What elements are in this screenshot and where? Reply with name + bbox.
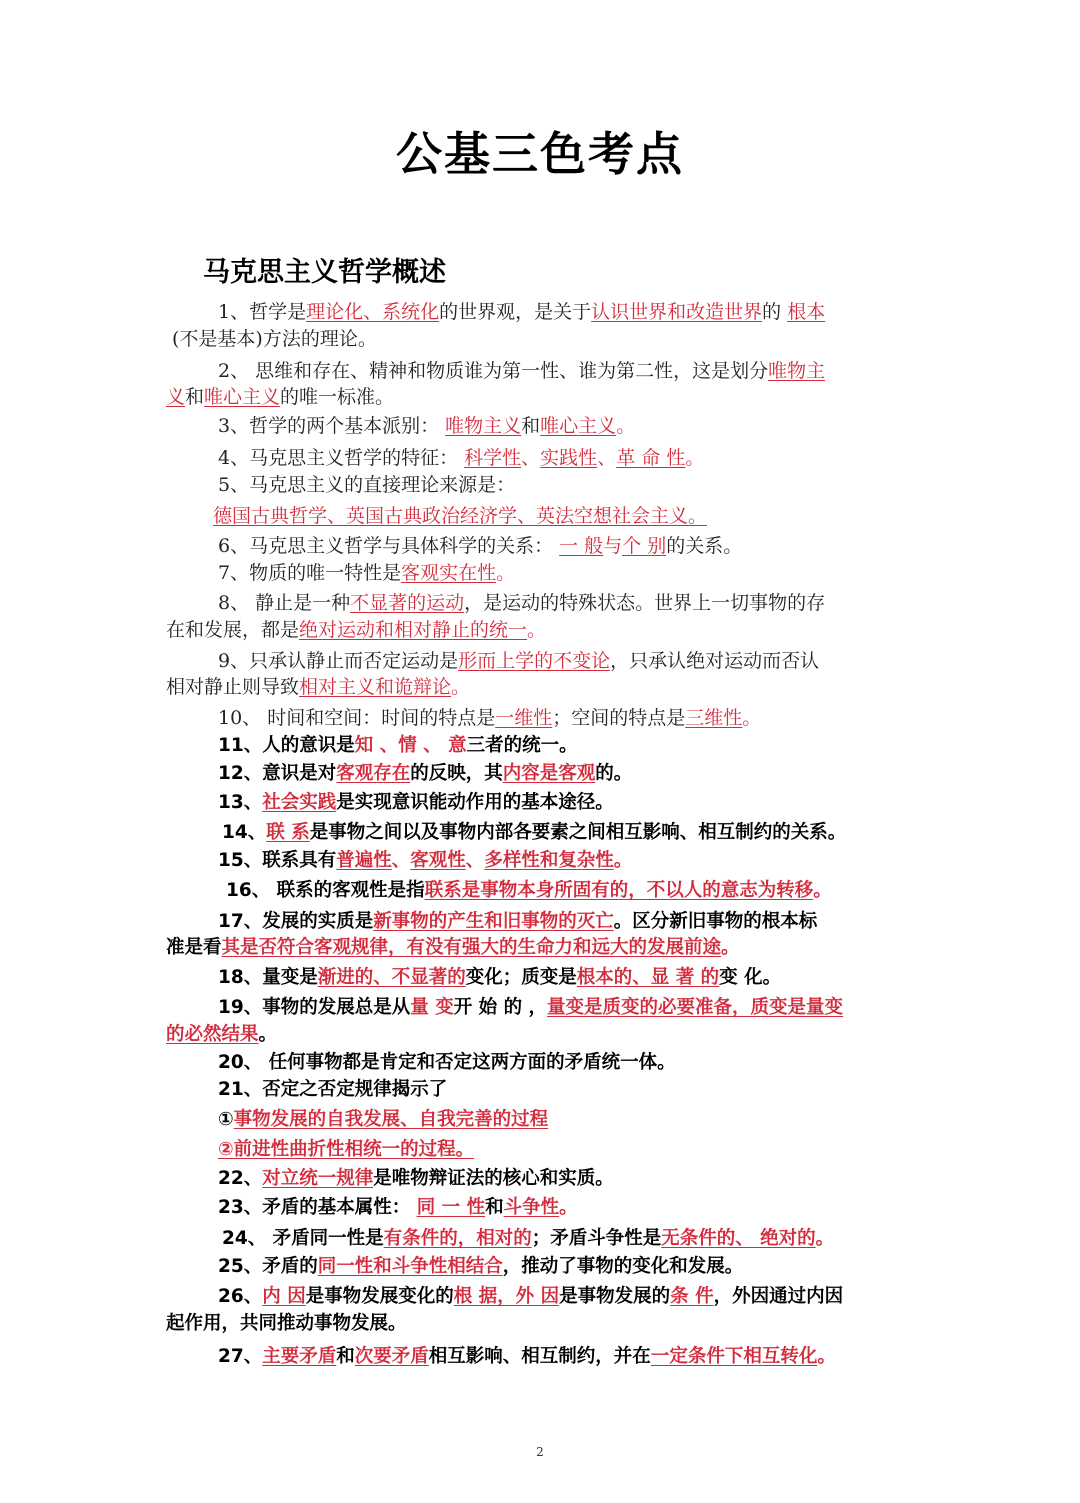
text: 6、马克思主义哲学与具体科学的关系： xyxy=(218,535,554,557)
text: 。 xyxy=(616,415,636,437)
highlight: 根本的、显 著 的 xyxy=(576,967,720,988)
page-title: 公基三色考点 xyxy=(396,127,684,181)
highlight: 唯物主义 xyxy=(445,415,522,437)
highlight: 形而上学的不变论 xyxy=(458,650,611,672)
highlight: 主要矛盾 xyxy=(262,1346,337,1367)
highlight: 客观性 xyxy=(410,850,466,871)
text: 8、 静止是一种 xyxy=(218,592,351,614)
text: ，推动了事物的变化和发展。 xyxy=(502,1256,744,1277)
text: 、 xyxy=(391,850,411,871)
text: 。 xyxy=(815,1228,835,1249)
highlight: 和 xyxy=(667,301,687,323)
text: 1、哲学是 xyxy=(218,301,307,323)
text: ，只承认绝对运动而否认 xyxy=(610,650,820,672)
text: 的 xyxy=(762,301,782,323)
text: 在和发展，都是 xyxy=(166,619,300,641)
text: 和 xyxy=(336,1346,355,1367)
text: 的世界观，是关于 xyxy=(439,301,592,323)
text: ① xyxy=(218,1109,234,1130)
item-1-line-2 xyxy=(172,326,377,352)
text: 。 xyxy=(817,1346,836,1367)
text: 9、只承认静止而否定运动是 xyxy=(218,650,459,672)
highlight: 一维性 xyxy=(495,707,553,729)
item-21-point-1 xyxy=(218,1107,548,1133)
text: 5、马克思主义的直接理论来源是： xyxy=(218,474,516,496)
highlight: 改造世界 xyxy=(686,301,763,323)
text: 开 始 的 ， xyxy=(453,997,548,1018)
item-17-line-2 xyxy=(166,935,740,961)
highlight: 义 xyxy=(166,386,186,408)
section-heading: 马克思主义哲学概述 xyxy=(203,257,446,288)
item-27 xyxy=(218,1344,836,1370)
highlight: 条 件 xyxy=(670,1286,714,1307)
highlight: 根本 xyxy=(787,301,826,323)
highlight: 唯物主 xyxy=(768,360,826,382)
highlight: 三维性 xyxy=(685,707,743,729)
text: 变 化。 xyxy=(719,967,782,988)
item-8-line-1 xyxy=(218,590,825,616)
item-17-line-1 xyxy=(218,909,817,935)
text: 和 xyxy=(521,415,541,437)
text: 22、 xyxy=(218,1168,263,1189)
text: ；空间的特点是 xyxy=(552,707,686,729)
item-8-line-2 xyxy=(166,617,546,643)
item-4 xyxy=(218,445,704,471)
text: 13、 xyxy=(218,792,263,813)
highlight: 多样性和复杂性 xyxy=(484,850,614,871)
text: 11、人的意识是 xyxy=(218,735,355,756)
item-26-line-1 xyxy=(218,1284,843,1310)
highlight: 斗争性 xyxy=(503,1197,560,1218)
item-5-line-2 xyxy=(213,503,707,529)
text: 。 xyxy=(559,1197,578,1218)
highlight: 德国古典哲学、英国古典政治经济学、英法空想社会主义。 xyxy=(213,505,708,527)
highlight: 其是否符合客观规律，有没有强大的生命力和远大的发展前途 xyxy=(221,937,722,958)
text: 是实现意识能动作用的基本途径。 xyxy=(336,792,614,813)
text: 。 xyxy=(496,562,516,584)
item-19-line-2 xyxy=(166,1022,277,1048)
highlight: 唯心主义 xyxy=(204,386,281,408)
text: 是事物发展的 xyxy=(559,1286,671,1307)
highlight: 的必然结果 xyxy=(166,1024,259,1045)
text: 、 xyxy=(465,850,485,871)
highlight: 革 命 性 xyxy=(616,447,686,469)
text: 起作用，共同推动事物发展。 xyxy=(166,1313,407,1334)
item-16 xyxy=(226,878,832,904)
highlight: 新事物的产生和旧事物的灭亡 xyxy=(373,911,614,932)
text: 14、 xyxy=(222,822,267,843)
text: 的。 xyxy=(595,763,633,784)
item-24 xyxy=(222,1226,834,1252)
highlight: 事物发展的自我发展、自我完善的过程 xyxy=(233,1109,549,1130)
highlight: 个 别 xyxy=(622,535,667,557)
highlight: 客观实在性 xyxy=(401,562,497,584)
item-12 xyxy=(218,761,632,787)
text: 12、意识是对 xyxy=(218,763,337,784)
text: ，外因通过内因 xyxy=(713,1286,844,1307)
text: 15、联系具有 xyxy=(218,850,337,871)
text: 。 xyxy=(685,447,705,469)
text: 。 xyxy=(742,707,762,729)
highlight: 内容是客观 xyxy=(502,763,596,784)
text: 19、事物的发展总是从 xyxy=(218,997,411,1018)
item-19-line-1 xyxy=(218,995,843,1021)
item-7 xyxy=(218,560,515,586)
item-9-line-1 xyxy=(218,648,819,674)
text: 三者的统一。 xyxy=(466,735,578,756)
highlight: 科学性 xyxy=(464,447,522,469)
text: 27、 xyxy=(218,1346,263,1367)
highlight: 相对主义和诡辩论 xyxy=(299,676,452,698)
item-22 xyxy=(218,1166,614,1192)
text: 是唯物辩证法的核心和实质。 xyxy=(373,1168,614,1189)
item-18 xyxy=(218,965,781,991)
highlight: 理论化、系统化 xyxy=(306,301,440,323)
highlight: 对立统一规律 xyxy=(262,1168,374,1189)
highlight: 唯心主义 xyxy=(540,415,617,437)
highlight: 量 变 xyxy=(410,997,454,1018)
text: 的关系。 xyxy=(666,535,743,557)
highlight: 知 、情 、 意 xyxy=(354,735,467,756)
text: 与 xyxy=(603,535,623,557)
text: 相对静止则导致 xyxy=(166,676,300,698)
text: 。 xyxy=(258,1024,278,1045)
text: (不是基本)方法的理论。 xyxy=(172,328,377,350)
text: 是事物发展变化的 xyxy=(305,1286,454,1307)
text: 18、量变是 xyxy=(218,967,318,988)
highlight: 绝对运动和相对静止的统一 xyxy=(299,619,528,641)
item-25 xyxy=(218,1254,743,1280)
highlight: 实践性 xyxy=(540,447,598,469)
item-20 xyxy=(218,1050,676,1076)
text: 4、马克思主义哲学的特征： xyxy=(218,447,459,469)
item-2-line-1 xyxy=(218,358,825,384)
text: 和 xyxy=(485,1197,504,1218)
highlight: 认识世界 xyxy=(591,301,668,323)
text: ，是运动的特殊状态。世界上一切事物的存 xyxy=(464,592,826,614)
item-2-line-2 xyxy=(166,384,394,410)
highlight: 联 系 xyxy=(266,822,310,843)
text: ；矛盾斗争性是 xyxy=(531,1228,662,1249)
highlight: 根 据，外 因 xyxy=(453,1286,560,1307)
highlight: 社会实践 xyxy=(262,792,337,813)
text: 16、 联系的客观性是指 xyxy=(226,880,425,901)
item-6 xyxy=(218,533,742,559)
highlight: 一定条件下相互转化 xyxy=(650,1346,818,1367)
item-13 xyxy=(218,790,614,816)
highlight: 同 一 性 xyxy=(416,1197,486,1218)
item-1-line-1 xyxy=(218,299,825,325)
text: 相互影响、相互制约，并在 xyxy=(428,1346,651,1367)
highlight: 一 般 xyxy=(559,535,604,557)
text: 的反映，其 xyxy=(410,763,503,784)
text: 、 xyxy=(597,447,617,469)
highlight: 次要矛盾 xyxy=(354,1346,429,1367)
text: 26、 xyxy=(218,1286,263,1307)
highlight: 量变是质变的必要准备，质变是量变 xyxy=(547,997,844,1018)
item-15 xyxy=(218,848,632,874)
text: 20、 任何事物都是肯定和否定这两方面的矛盾统一体。 xyxy=(218,1052,676,1073)
text: 。 xyxy=(613,850,633,871)
text: 。 xyxy=(721,937,740,958)
item-21-point-2 xyxy=(218,1137,474,1163)
text: 。 xyxy=(813,880,832,901)
highlight: 内 因 xyxy=(262,1286,306,1307)
text: 21、否定之否定规律揭示了 xyxy=(218,1079,448,1100)
text: 24、 矛盾同一性是 xyxy=(222,1228,384,1249)
item-5-line-1 xyxy=(218,472,515,498)
highlight: 普遍性 xyxy=(336,850,392,871)
item-9-line-2 xyxy=(166,674,470,700)
text: 7、物质的唯一特性是 xyxy=(218,562,402,584)
item-21 xyxy=(218,1077,447,1103)
text: 3、哲学的两个基本派别： xyxy=(218,415,440,437)
text: 2、 思维和存在、精神和物质谁为第一性、谁为第二性，这是划分 xyxy=(218,360,769,382)
text: 17、发展的实质是 xyxy=(218,911,374,932)
item-11 xyxy=(218,733,578,759)
text: 25、矛盾的 xyxy=(218,1256,318,1277)
text: 。 xyxy=(527,619,547,641)
text: 。 xyxy=(451,676,471,698)
highlight: 客观存在 xyxy=(336,763,411,784)
item-23 xyxy=(218,1195,578,1221)
text: 是事物之间以及事物内部各要素之间相互影响、相互制约的关系。 xyxy=(309,822,847,843)
text: 和 xyxy=(185,386,205,408)
item-3 xyxy=(218,413,635,439)
highlight: ②前进性曲折性相统一的过程。 xyxy=(218,1139,475,1160)
highlight: 渐进的、不显著的 xyxy=(317,967,466,988)
highlight: 不显著的运动 xyxy=(350,592,465,614)
highlight: 无条件的、 绝对的 xyxy=(661,1228,816,1249)
highlight: 同一性和斗争性相结合 xyxy=(317,1256,503,1277)
text: 的唯一标准。 xyxy=(280,386,395,408)
text: 。区分新旧事物的根本标 xyxy=(613,911,818,932)
item-10 xyxy=(218,705,761,731)
text: 、 xyxy=(521,447,541,469)
item-14 xyxy=(222,820,846,846)
text: 变化；质变是 xyxy=(465,967,577,988)
text: 10、 时间和空间：时间的特点是 xyxy=(218,707,496,729)
highlight: 联系是事物本身所固有的，不以人的意志为转移 xyxy=(424,880,814,901)
text: 23、矛盾的基本属性： xyxy=(218,1197,411,1218)
highlight: 有条件的，相对的 xyxy=(383,1228,532,1249)
page-number: 2 xyxy=(536,1445,544,1459)
item-26-line-2 xyxy=(166,1311,407,1337)
text: 准是看 xyxy=(166,937,222,958)
